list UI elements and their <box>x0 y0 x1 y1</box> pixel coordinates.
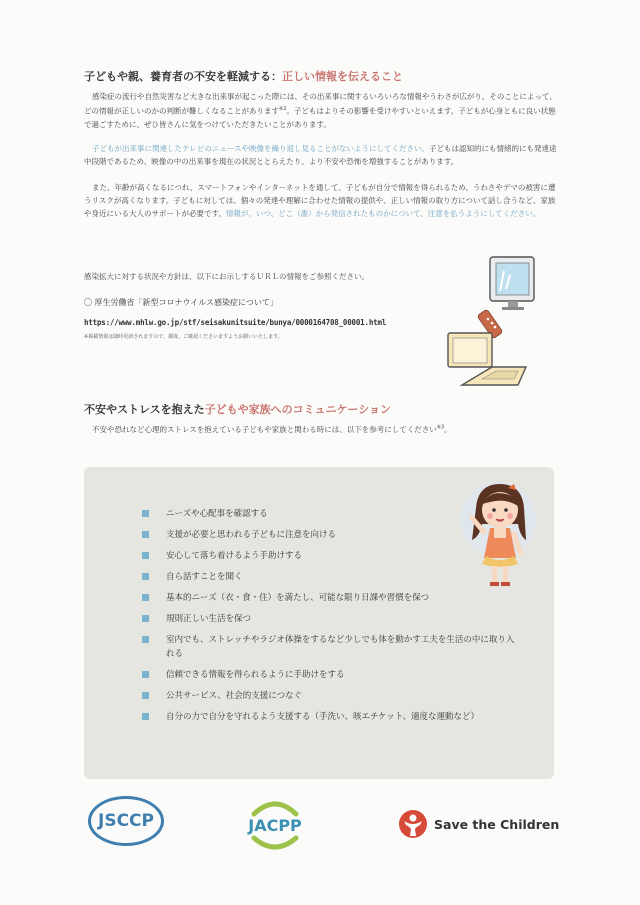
list-item: 基本的ニーズ（衣・食・住）を満たし、可能な限り日課や習慣を保つ <box>142 591 522 605</box>
list-item: 安心して落ち着けるよう手助けする <box>142 549 522 563</box>
girl-illustration <box>460 478 538 590</box>
section2-title-prefix: 不安やストレスを抱えた <box>84 403 205 416</box>
section1-title-prefix: 子どもや親、養育者の不安を軽減する： <box>84 70 282 83</box>
section1-title <box>84 68 403 84</box>
monitor-icon <box>490 257 534 310</box>
laptop-icon <box>448 333 526 385</box>
list-item: 自ら話すことを聞く <box>142 570 522 584</box>
list-item: ニーズや心配事を確認する <box>142 507 522 521</box>
section2-title-highlight: 子どもや家族へのコミュニケーション <box>204 403 392 416</box>
save-the-children-logo: Save the Children <box>398 806 559 842</box>
list-item: 室内でも、ストレッチやラジオ体操をするなど少しでも体を動かす工夫を生活の中に取り入れる <box>142 633 522 661</box>
footnote-ref: ※2 <box>279 106 287 112</box>
section2-intro: 不安や恐れなど心理的ストレスを抱えている子どもや家族と関わる時には、以下を参考にしてください$^{※3}$。 <box>92 424 452 434</box>
list-item: 自分の力で自分を守れるよう支援する（手洗い、咳エチケット、適度な運動など） <box>142 710 522 724</box>
reference-url[interactable]: https://www.mhlw.go.jp/stf/seisakunitsuite/bunya/0000164708_00001.html <box>84 318 387 327</box>
save-the-children-emblem-icon <box>398 809 428 839</box>
list-item: 公共サービス、社会的支援につなぐ <box>142 689 522 703</box>
list-item: 支援が必要と思われる子どもに注意を向ける <box>142 528 522 542</box>
reference-intro: 感染拡大に対する状況や方針は、以下にお示しするＵＲＬの情報をご参照ください。 <box>84 272 369 281</box>
reference-note: ※掲載情報は随時更新されますので、都度、ご確認くださいますようお願いいたします。 <box>84 334 283 340</box>
section1-paragraph-2: 子どもが出来事に関連したテレビのニュースや映像を繰り返し見ることがないようにしてください。子どもは認知的にも情緒的にも発達途中段階であるため、映像の中の出来事を現在の状況ととらえたり、より不安や恐怖を増強することがあります。 <box>84 144 557 166</box>
list-item: 規則正しい生活を保つ <box>142 612 522 626</box>
section1-paragraph-3: また、年齢が高くなるにつれ、スマートフォンやインターネットを通して、子どもが自分で情報を得られるため、うわさやデマの被害に遭うリスクが高くなります。子どもに対しては、個々の発達や理解に合わせた情報の提供や、正しい情報の取り方について話し合うなど、家族や身近にいる大人のサポートが必要です。情報が、いつ、どこ（誰）から発信されたものかについて、注意を払うようにしてください。 <box>84 183 556 218</box>
section1-title-highlight: 正しい情報を伝えること <box>282 70 403 83</box>
jacpp-logo: JACPP <box>242 796 308 854</box>
reference-name: 〇 厚生労働省「新型コロナウイルス感染症について」 <box>84 298 278 307</box>
footnote-ref: ※3 <box>436 424 445 431</box>
list-item: 信頼できる情報を得られるように手助けをする <box>142 668 522 682</box>
section2-title <box>84 401 391 417</box>
section1-paragraph-1: 感染症の流行や自然災害など大きな出来事が起こった際には、その出来事に関するいろいろな情報やうわさが広がり、そのことによって、どの情報が正しいのかの判断が難しくなることがあります$^{※2}$。子どもはよりその影響を受けやすいといえます。子どもが心身ともに良い状態で過ごすために、ぜひ皆さんに気をつけていただきたいことがあります。 <box>84 92 557 129</box>
devices-illustration <box>438 255 538 390</box>
jsccp-logo: JSCCP <box>88 796 164 846</box>
